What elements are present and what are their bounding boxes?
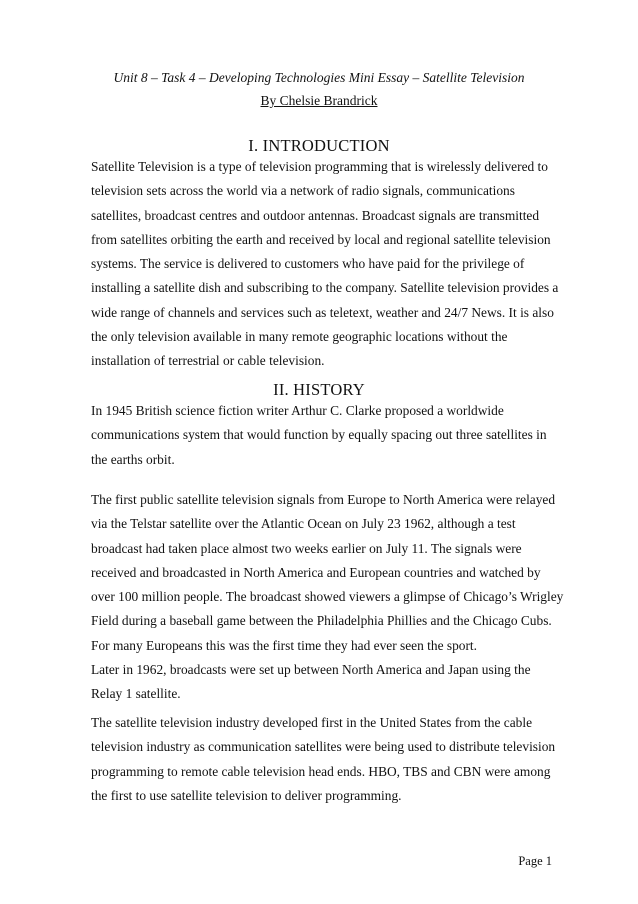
text-line: wide range of channels and services such as teletext, weather and 24/7 News. It is also [91,304,554,320]
text-line: For many Europeans this was the first time they had ever seen the sport. [91,637,478,653]
paragraph-introduction [91,155,561,374]
text-line: The first public satellite television signals from Europe to North America were relayed [91,492,556,507]
text-line: the only television available in many remote geographic locations without the [91,329,508,345]
text-line: installation of terrestrial or cable television. [91,353,325,369]
text-line: the first to use satellite television to deliver programming. [91,787,402,803]
text-line: Field during a baseball game between the Philadelphia Phillies and the Chicago Cubs. [91,613,552,629]
paragraph-history-2 [91,488,564,707]
text-line: over 100 million people. The broadcast showed viewers a glimpse of Chicago’s Wrigley [91,589,564,605]
text-line: television sets across the world via a network of radio signals, communications [91,183,515,199]
text-line: received and broadcasted in North America and European countries and watched by [91,564,541,580]
text-line: Later in 1962, broadcasts were set up between North America and Japan using the [91,662,531,678]
text-line: from satellites orbiting the earth and received by local and regional satellite television [91,231,551,247]
document-title: Unit 8 – Task 4 – Developing Technologies Mini Essay – Satellite Television [113,70,525,85]
text-line: via the Telstar satellite over the Atlantic Ocean on July 23 1962, although a test [91,516,516,532]
text-line: satellites, broadcast centres and outdoor antennas. Broadcast signals are transmitted [91,207,540,223]
document-author: By Chelsie Brandrick [260,93,378,108]
page-number: Page 1 [518,854,552,868]
text-line: television industry as communication satellites were being used to distribute television [91,739,556,755]
section-heading-introduction: I. INTRODUCTION [248,136,390,155]
text-line: Satellite Television is a type of television programming that is wirelessly delivered to [91,159,548,174]
text-line: the earths orbit. [91,451,175,467]
text-line: communications system that would function by equally spacing out three satellites in [91,427,547,443]
text-line: systems. The service is delivered to customers who have paid for the privilege of [91,256,525,272]
paragraph-history-3 [91,711,561,808]
text-line: Relay 1 satellite. [91,686,181,702]
text-line: broadcast had taken place almost two weeks earlier on July 11. The signals were [91,540,522,556]
text-line: In 1945 British science fiction writer Arthur C. Clarke proposed a worldwide [91,403,504,418]
text-line: programming to remote cable television head ends. HBO, TBS and CBN were among [91,763,551,779]
text-line: installing a satellite dish and subscribing to the company. Satellite television provides a [91,280,559,296]
text-line: The satellite television industry developed first in the United States from the cable [91,715,533,730]
paragraph-history-1 [91,399,561,472]
section-heading-history: II. HISTORY [273,380,365,399]
